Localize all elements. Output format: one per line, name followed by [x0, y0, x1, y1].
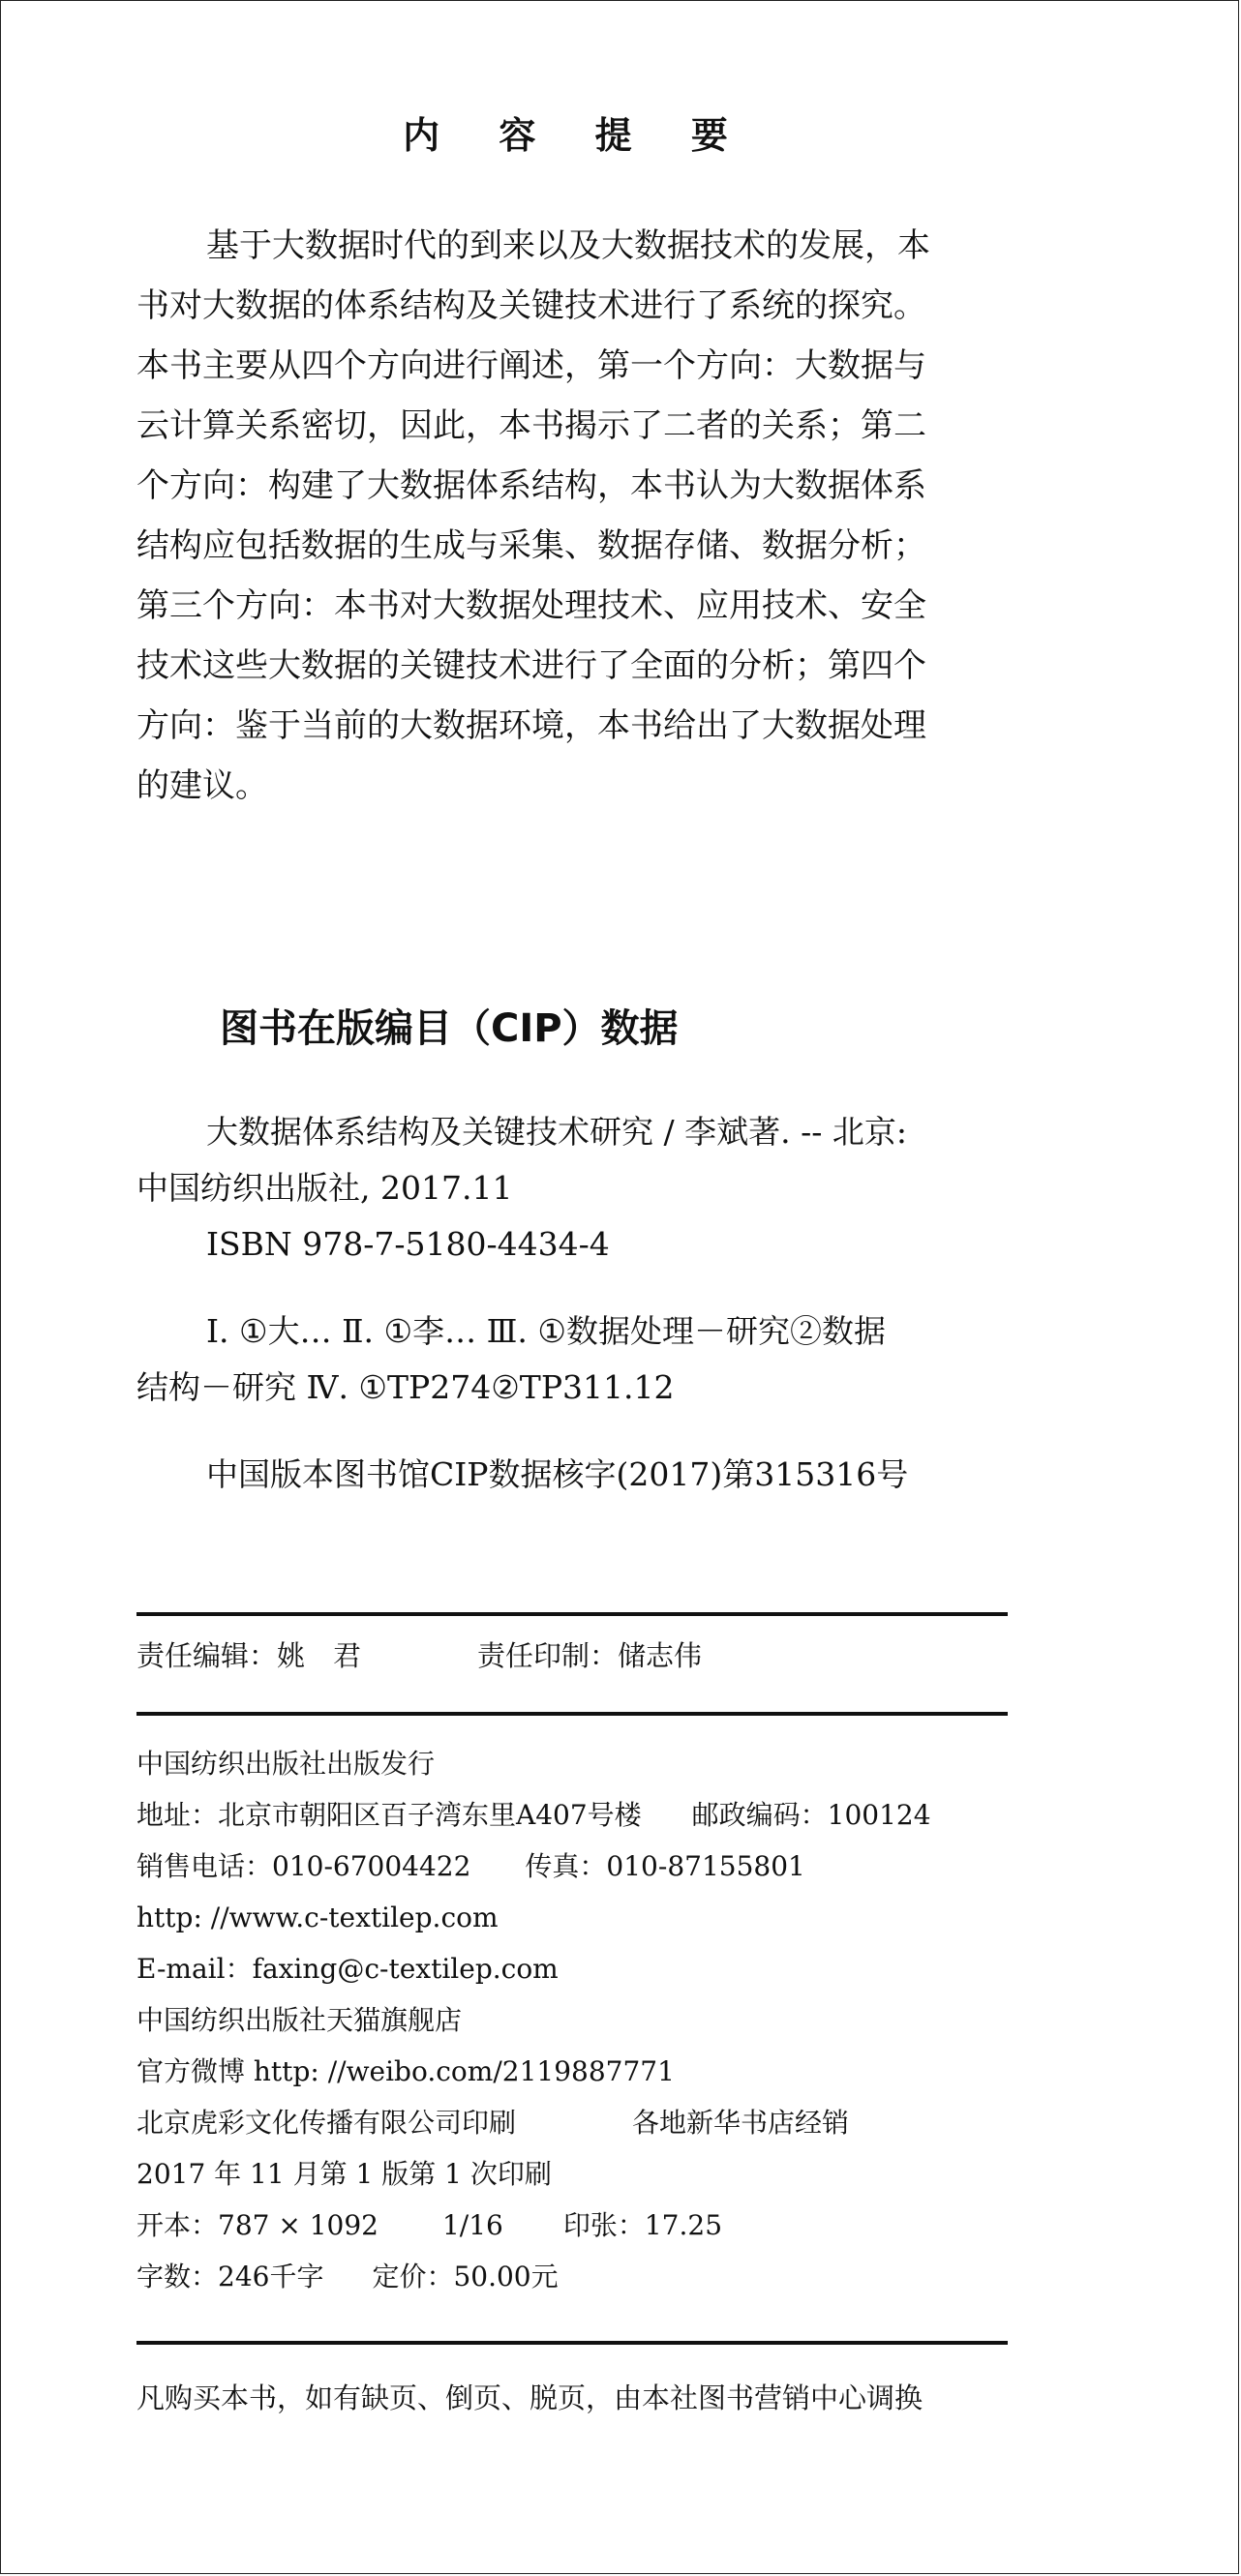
- edition: 2017 年 11 月第 1 版第 1 次印刷: [136, 2158, 552, 2190]
- divider: [136, 1712, 1008, 1716]
- summary-line: 书对大数据的体系结构及关键技术进行了系统的探究。: [136, 286, 926, 325]
- responsible-editor: 责任编辑：姚 君: [136, 1639, 362, 1672]
- format: 开本：787 × 1092: [136, 2209, 378, 2241]
- summary-title: 内 容 提 要: [403, 114, 751, 157]
- publisher-info: [136, 1738, 1027, 2302]
- cip-title-line: 大数据体系结构及关键技术研究 / 李斌著. -- 北京:: [206, 1113, 907, 1151]
- summary-line: 方向：鉴于当前的大数据环境，本书给出了大数据处理: [136, 706, 926, 745]
- website: http: //www.c-textilep.com: [136, 1902, 499, 1933]
- printing-sheets: 印张：17.25: [562, 2209, 723, 2241]
- sales-phone: 销售电话：010-67004422: [136, 1850, 471, 1882]
- fax: 传真：010-87155801: [525, 1850, 805, 1882]
- cip-classification-line: Ⅰ. ①大… Ⅱ. ①李… Ⅲ. ①数据处理－研究②数据: [206, 1312, 886, 1350]
- weibo: 官方微博 http: //weibo.com/2119887771: [136, 2055, 675, 2087]
- divider: [136, 2341, 1008, 2345]
- summary-line: 云计算关系密切，因此，本书揭示了二者的关系；第二: [136, 406, 926, 445]
- postcode: 邮政编码：100124: [691, 1799, 931, 1831]
- cip-publisher-line: 中国纺织出版社, 2017.11: [136, 1169, 513, 1207]
- replacement-notice: 凡购买本书，如有缺页、倒页、脱页，由本社图书营销中心调换: [136, 2381, 923, 2414]
- cip-classification-line: 结构－研究 Ⅳ. ①TP274②TP311.12: [136, 1368, 675, 1406]
- tmall-store: 中国纺织出版社天猫旗舰店: [136, 2004, 463, 2036]
- printer: 北京虎彩文化传播有限公司印刷: [136, 2107, 517, 2139]
- cip-verification: 中国版本图书馆CIP数据核字(2017)第315316号: [206, 1455, 909, 1493]
- word-count: 字数：246千字: [136, 2261, 324, 2292]
- summary-paragraph: [136, 216, 1017, 816]
- summary-line: 个方向：构建了大数据体系结构，本书认为大数据体系: [136, 466, 926, 505]
- email: E-mail：faxing@c-textilep.com: [136, 1953, 559, 1985]
- summary-line: 第三个方向：本书对大数据处理技术、应用技术、安全: [136, 586, 926, 625]
- summary-line: 的建议。: [136, 766, 268, 805]
- summary-line: 结构应包括数据的生成与采集、数据存储、数据分析；: [136, 526, 926, 565]
- cip-isbn: ISBN 978-7-5180-4434-4: [206, 1225, 610, 1263]
- price: 定价：50.00元: [372, 2261, 559, 2292]
- summary-line: 技术这些大数据的关键技术进行了全面的分析；第四个: [136, 646, 926, 685]
- divider: [136, 1612, 1008, 1616]
- summary-line: 本书主要从四个方向进行阐述，第一个方向：大数据与: [136, 346, 926, 385]
- distributor: 各地新华书店经销: [632, 2107, 850, 2139]
- cip-data-block: [136, 1104, 1056, 1503]
- responsible-editors: [136, 1636, 702, 1675]
- summary-line: 基于大数据时代的到来以及大数据技术的发展，本: [206, 226, 930, 265]
- format-fold: 1/16: [441, 2209, 503, 2241]
- responsible-printing: 责任印制：储志伟: [477, 1639, 703, 1672]
- issuer: 中国纺织出版社出版发行: [136, 1748, 436, 1780]
- cip-title: 图书在版编目（CIP）数据: [220, 1006, 679, 1051]
- address: 地址：北京市朝阳区百子湾东里A407号楼: [136, 1799, 642, 1831]
